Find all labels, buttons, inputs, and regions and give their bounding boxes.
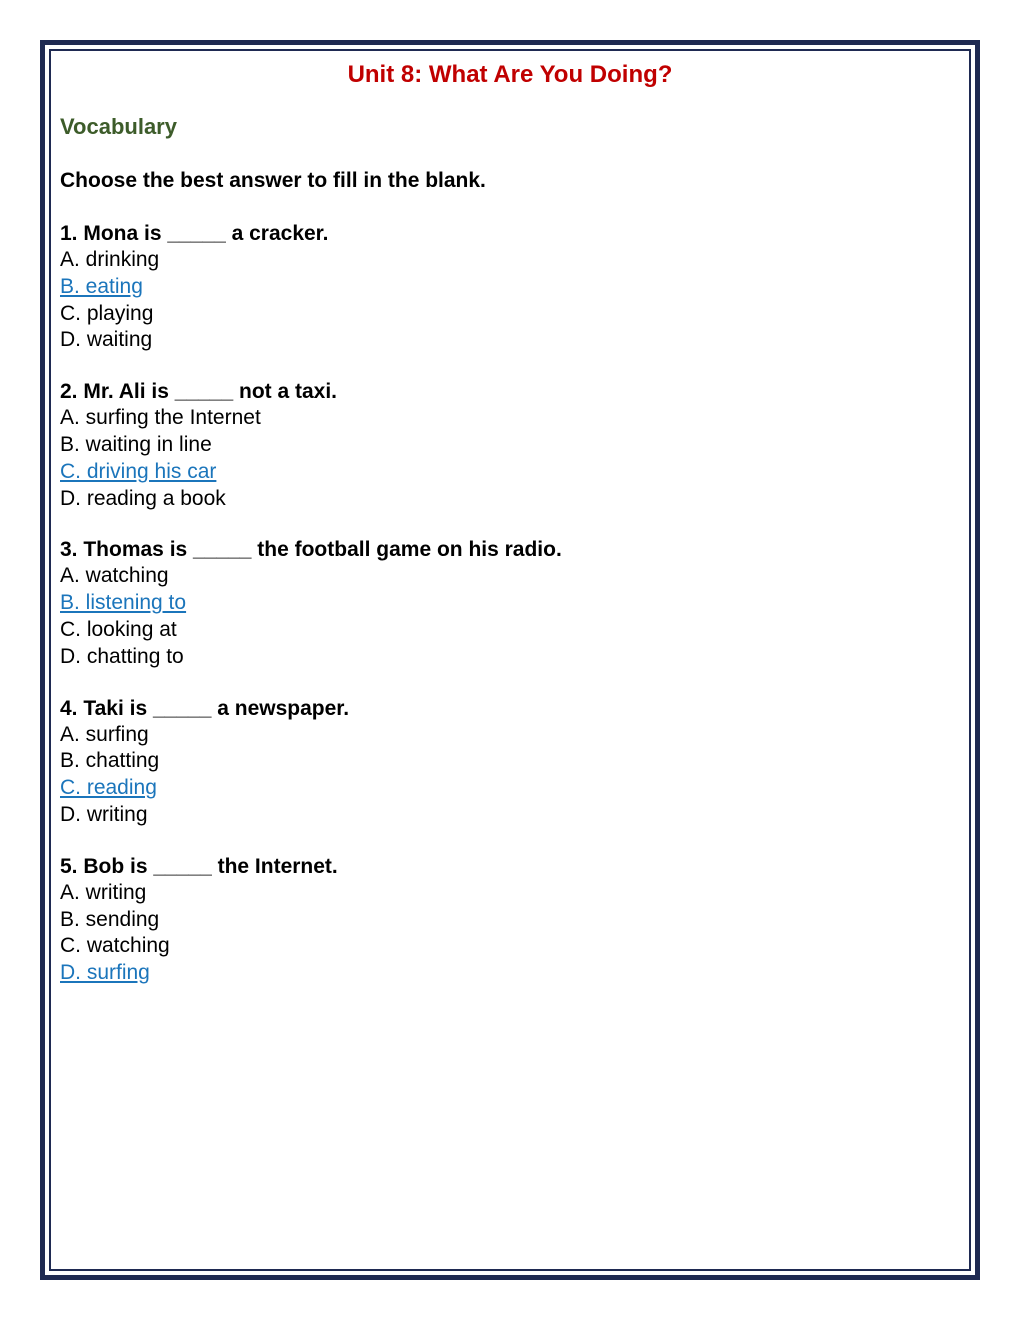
option-a: A. drinking (60, 248, 160, 271)
option-c-correct-answer[interactable]: C. driving his car (60, 459, 217, 483)
question-text: 1. Mona is _____ a cracker. (60, 222, 329, 245)
option-b: B. waiting in line (60, 432, 212, 456)
option-a: A. watching (60, 564, 169, 588)
question-3 (60, 536, 960, 670)
option-d: D. waiting (60, 328, 153, 352)
question-text: 4. Taki is _____ a newspaper. (60, 696, 350, 720)
option-d: D. writing (60, 802, 148, 826)
option-b: B. sending (60, 907, 160, 931)
option-a: A. writing (60, 880, 147, 904)
option-c-correct-answer[interactable]: C. reading (60, 776, 157, 800)
question-text: 2. Mr. Ali is _____ not a taxi. (60, 380, 338, 404)
option-a: A. surfing (60, 722, 149, 746)
option-d: D. reading a book (60, 486, 226, 510)
section-heading: Vocabulary (60, 114, 177, 139)
option-b-correct-answer[interactable]: B. listening to (60, 591, 187, 615)
page-title: Unit 8: What Are You Doing? (347, 61, 673, 88)
question-text: 3. Thomas is _____ the football game on his radio. (60, 538, 562, 562)
option-d-correct-answer[interactable]: D. surfing (60, 961, 150, 985)
worksheet-content (60, 58, 960, 987)
option-b: B. chatting (60, 749, 160, 773)
question-1 (60, 220, 960, 354)
option-d: D. chatting to (60, 644, 184, 668)
instruction-text: Choose the best answer to fill in the blank. (60, 169, 486, 192)
option-c: C. playing (60, 301, 154, 325)
question-4 (60, 695, 960, 829)
question-text: 5. Bob is _____ the Internet. (60, 854, 338, 878)
option-a: A. surfing the Internet (60, 406, 261, 430)
question-5 (60, 853, 960, 987)
option-b-correct-answer[interactable]: B. eating (60, 274, 143, 298)
question-2 (60, 378, 960, 512)
option-c: C. looking at (60, 617, 177, 641)
option-c: C. watching (60, 934, 170, 958)
